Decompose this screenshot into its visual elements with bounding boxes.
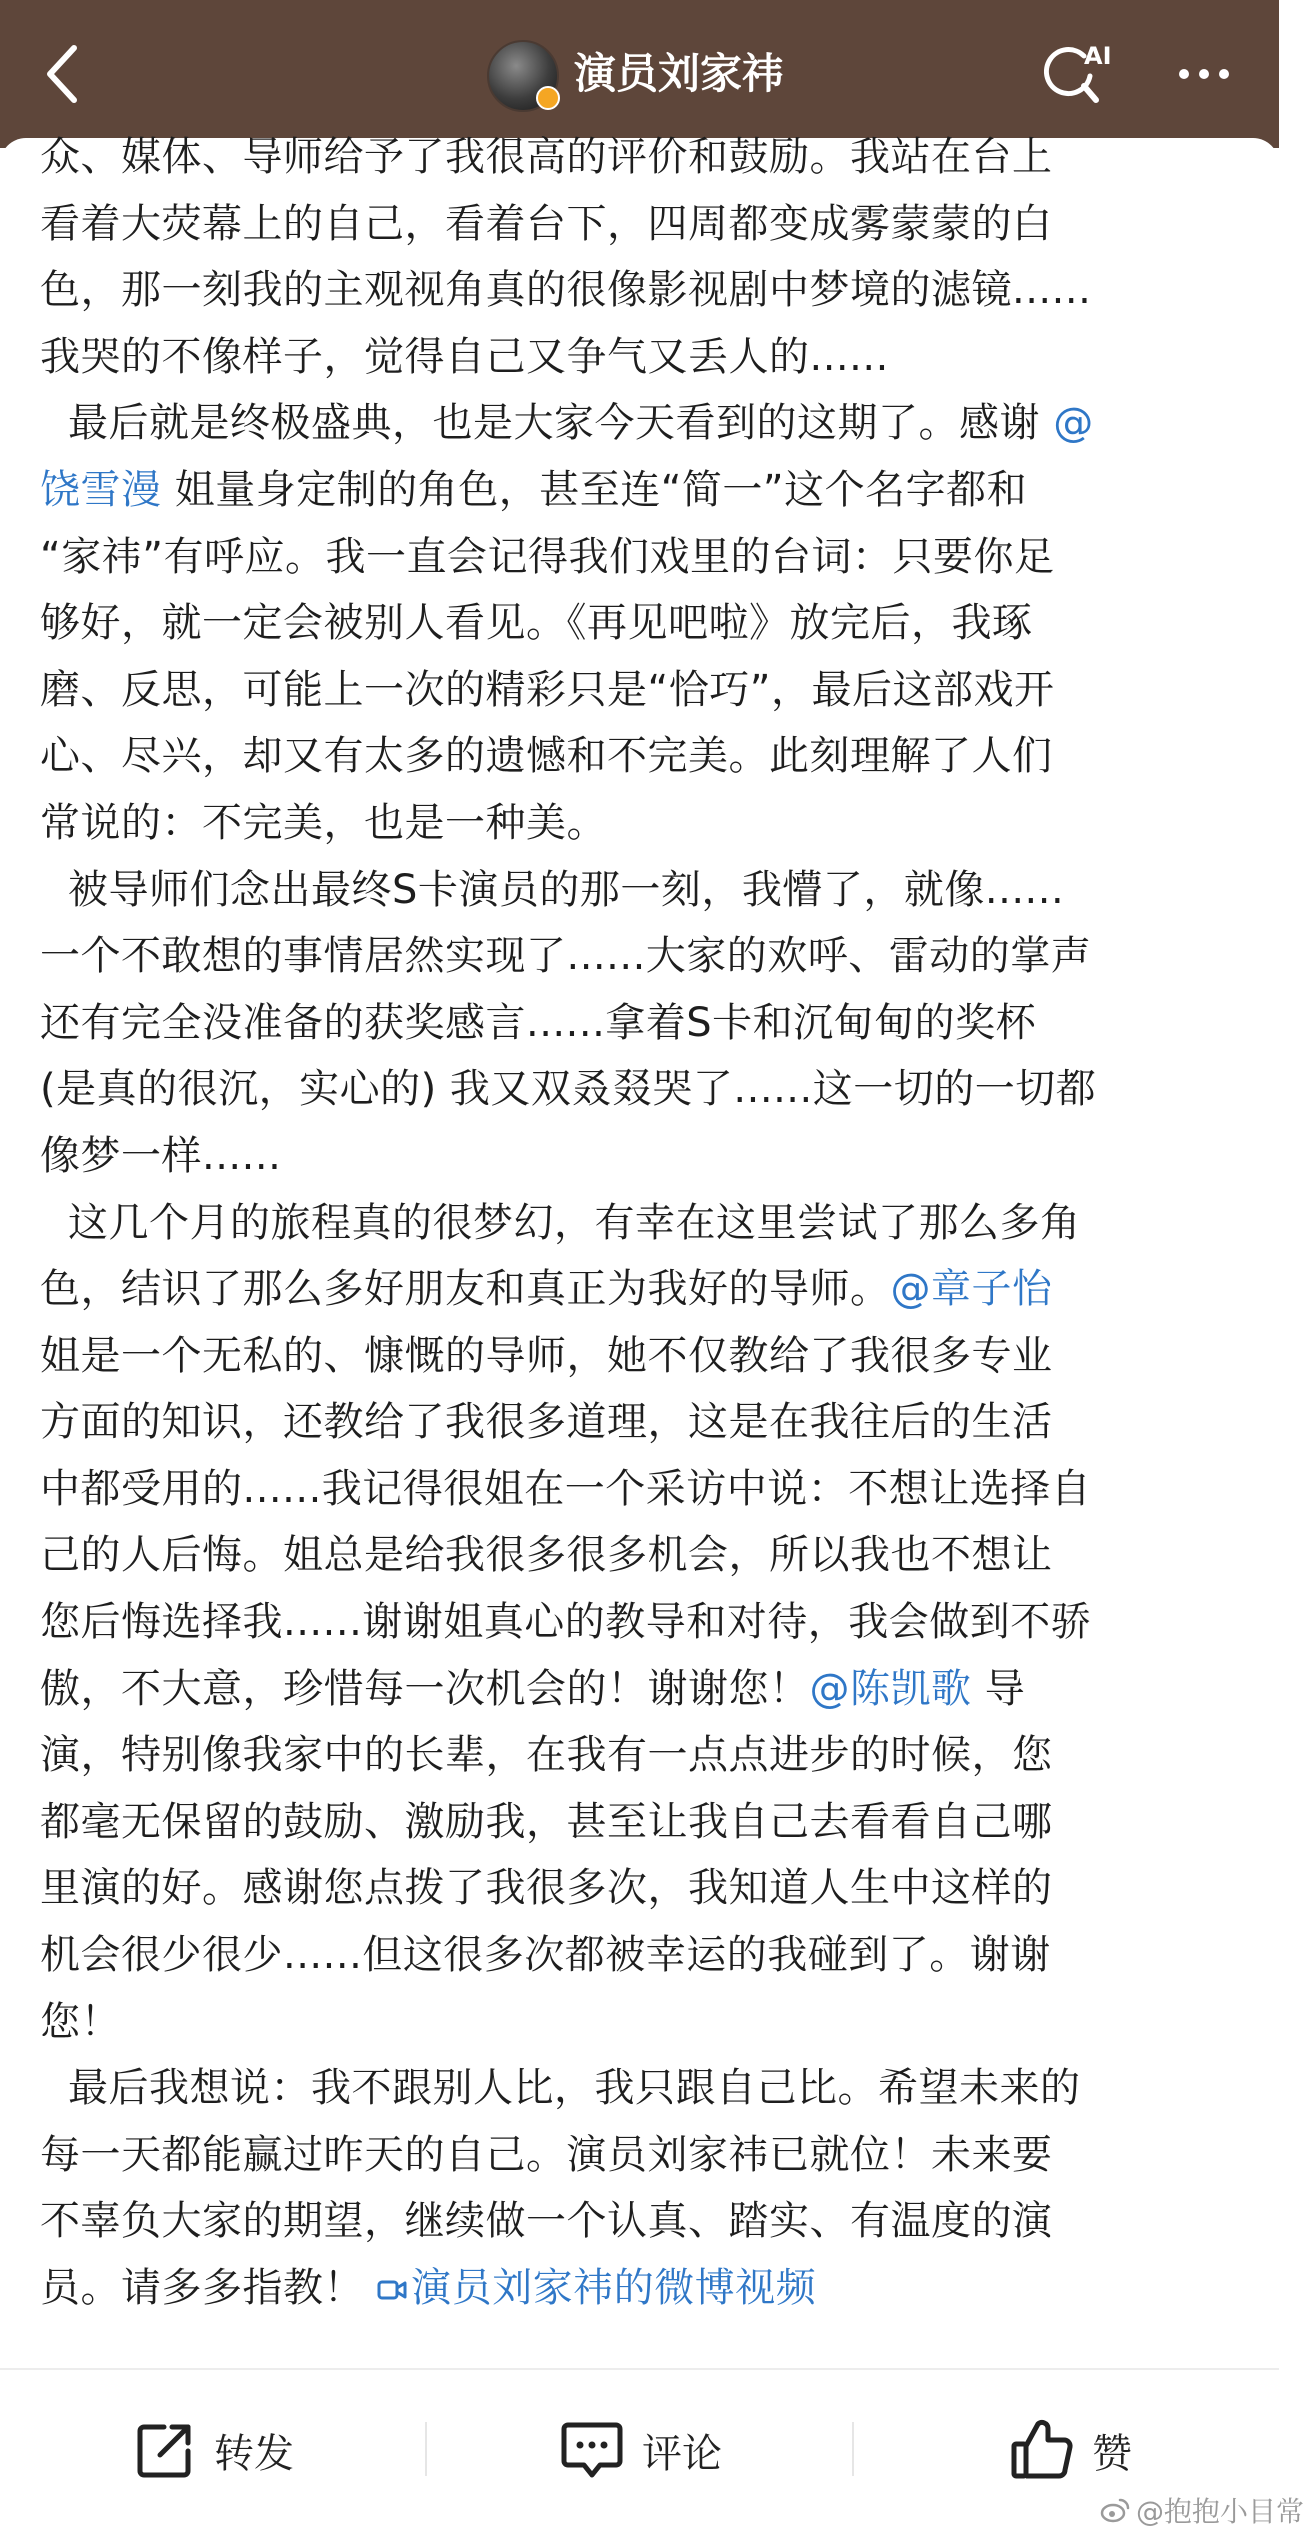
text-line — [40, 524, 1248, 591]
text-line — [40, 1256, 1248, 1323]
text-segment: 演，特别像我家中的长辈，在我有一点点进步的时候，您 — [40, 1732, 1053, 1779]
page-title: 演员刘家祎 — [574, 49, 785, 98]
user-mention-link[interactable]: @陈凯歌 — [809, 1665, 972, 1712]
repost-button[interactable] — [134, 2410, 294, 2490]
text-line — [40, 857, 1248, 924]
text-line — [40, 1522, 1248, 1589]
back-button[interactable] — [30, 38, 94, 110]
text-line — [40, 1389, 1248, 1456]
post-body — [40, 124, 1248, 2322]
verified-badge-icon — [536, 86, 560, 110]
text-segment: 够好，就一定会被别人看见。《再见吧啦》放完后，我琢 — [40, 600, 1033, 647]
text-line — [40, 191, 1248, 258]
text-segment: 您后悔选择我......谢谢姐真心的教导和对待，我会做到不骄 — [40, 1599, 1092, 1646]
text-segment: 每一天都能赢过昨天的自己。演员刘家祎已就位！未来要 — [40, 2131, 1053, 2178]
text-line — [40, 1456, 1248, 1523]
text-line — [40, 1323, 1248, 1390]
text-line — [40, 990, 1248, 1057]
text-segment: 姐量身定制的角色，甚至连“简一”这个名字都和 — [161, 466, 1028, 513]
user-mention-link[interactable]: 饶雪漫 — [40, 466, 162, 513]
more-options-button[interactable] — [1164, 44, 1244, 104]
text-segment: 己的人后悔。姐总是给我很多很多机会，所以我也不想让 — [40, 1532, 1053, 1579]
user-mention-link[interactable]: @ — [1053, 400, 1094, 447]
text-segment: 一个不敢想的事情居然实现了......大家的欢呼、雷动的掌声 — [40, 933, 1092, 980]
action-separator — [852, 2422, 854, 2476]
text-line — [40, 1123, 1248, 1190]
user-mention-link[interactable]: @章子怡 — [890, 1266, 1053, 1313]
text-line — [40, 324, 1248, 391]
text-line — [40, 1922, 1248, 1989]
text-segment: 最后就是终极盛典，也是大家今天看到的这期了。感谢 — [68, 400, 1054, 447]
text-line — [40, 457, 1248, 524]
thumbs-up-icon — [1010, 2418, 1074, 2482]
text-line — [40, 1855, 1248, 1922]
text-segment: 众、媒体、导师给予了我很高的评价和鼓励。我站在台上 — [40, 134, 1053, 180]
comment-label: 评论 — [642, 2430, 722, 2477]
text-segment: 色，那一刻我的主观视角真的很像影视剧中梦境的滤镜...... — [40, 267, 1092, 314]
text-line — [40, 923, 1248, 990]
post-paragraph — [40, 1190, 1248, 2056]
text-segment: 看着大荧幕上的自己，看着台下，四周都变成雾蒙蒙的白 — [40, 200, 1053, 247]
video-camera-icon — [377, 2277, 407, 2303]
ai-search-button[interactable] — [1040, 36, 1120, 112]
text-line — [40, 257, 1248, 324]
text-segment: 不辜负大家的期望，继续做一个认真、踏实、有温度的演 — [40, 2198, 1053, 2245]
ai-label: AI — [1084, 42, 1112, 70]
text-segment: 都毫无保留的鼓励、激励我，甚至让我自己去看看自己哪 — [40, 1798, 1053, 1845]
text-segment: (是真的很沉，实心的) 我又双叒叕哭了......这一切的一切都 — [40, 1066, 1097, 1113]
post-paragraph — [40, 2055, 1248, 2321]
bottom-action-bar — [0, 2370, 1304, 2531]
text-segment: “家祎”有呼应。我一直会记得我们戏里的台词：只要你足 — [40, 533, 1055, 580]
text-line — [40, 390, 1248, 457]
ai-search-icon — [1040, 36, 1120, 112]
text-segment: 您！ — [40, 1998, 121, 2045]
text-segment: 员。请多多指教！ — [40, 2265, 378, 2311]
text-line — [40, 1656, 1248, 1723]
content-sheet — [0, 134, 1279, 2368]
text-segment: 像梦一样...... — [40, 1132, 282, 1179]
text-line — [40, 723, 1248, 790]
dot-icon — [1179, 69, 1189, 79]
dot-icon — [1199, 69, 1209, 79]
watermark-text: @抱抱小目常 — [1136, 2495, 1304, 2528]
text-line — [40, 1722, 1248, 1789]
text-segment: 色，结识了那么多好朋友和真正为我好的导师。 — [40, 1266, 891, 1313]
text-segment: 傲，不大意，珍惜每一次机会的！谢谢您！ — [40, 1665, 810, 1712]
text-line — [40, 1989, 1248, 2056]
text-line — [40, 657, 1248, 724]
text-segment: 常说的：不完美，也是一种美。 — [40, 799, 607, 846]
text-segment: 最后我想说：我不跟别人比，我只跟自己比。希望未来的 — [68, 2065, 1081, 2112]
post-paragraph — [40, 857, 1248, 1190]
text-segment: 机会很少很少......但这很多次都被幸运的我碰到了。谢谢 — [40, 1932, 1051, 1979]
text-line — [40, 1190, 1248, 1257]
action-separator — [425, 2422, 427, 2476]
text-segment: 我哭的不像样子，觉得自己又争气又丢人的...... — [40, 333, 889, 380]
repost-icon — [134, 2419, 196, 2481]
text-segment: 被导师们念出最终S卡演员的那一刻，我懵了，就像...... — [68, 866, 1065, 913]
post-paragraph — [40, 390, 1248, 856]
text-line — [40, 1056, 1248, 1123]
text-line — [40, 2055, 1248, 2122]
watermark — [1100, 2490, 1304, 2530]
text-line — [40, 590, 1248, 657]
text-line — [40, 2255, 1248, 2322]
text-line — [40, 2122, 1248, 2189]
text-line — [40, 124, 1248, 191]
text-line — [40, 2188, 1248, 2255]
text-line — [40, 1789, 1248, 1856]
comment-icon — [560, 2419, 624, 2481]
text-segment: 中都受用的......我记得很姐在一个采访中说：不想让选择自 — [40, 1465, 1092, 1512]
text-line — [40, 1589, 1248, 1656]
text-segment: 这几个月的旅程真的很梦幻，有幸在这里尝试了那么多角 — [68, 1199, 1081, 1246]
text-segment: 导 — [971, 1665, 1026, 1712]
repost-label: 转发 — [214, 2430, 294, 2477]
weibo-logo-icon — [1100, 2497, 1130, 2523]
back-arrow-icon — [42, 42, 82, 106]
text-line — [40, 790, 1248, 857]
comment-button[interactable] — [560, 2410, 722, 2490]
text-segment: 还有完全没准备的获奖感言......拿着S卡和沉甸甸的奖杯 — [40, 999, 1037, 1046]
text-segment: 心、尽兴，却又有太多的遗憾和不完美。此刻理解了人们 — [40, 733, 1053, 780]
text-segment: 方面的知识，还教给了我很多道理，这是在我往后的生活 — [40, 1399, 1053, 1446]
text-segment: 姐是一个无私的、慷慨的导师，她不仅教给了我很多专业 — [40, 1332, 1053, 1379]
text-segment: 里演的好。感谢您点拨了我很多次，我知道人生中这样的 — [40, 1865, 1053, 1912]
dot-icon — [1219, 69, 1229, 79]
like-label: 赞 — [1092, 2430, 1132, 2477]
post-paragraph — [40, 124, 1248, 390]
text-segment: 磨、反思，可能上一次的精彩只是“恰巧”，最后这部戏开 — [40, 666, 1055, 713]
like-button[interactable] — [1010, 2410, 1132, 2490]
video-link[interactable]: 演员刘家祎的微博视频 — [411, 2265, 817, 2311]
